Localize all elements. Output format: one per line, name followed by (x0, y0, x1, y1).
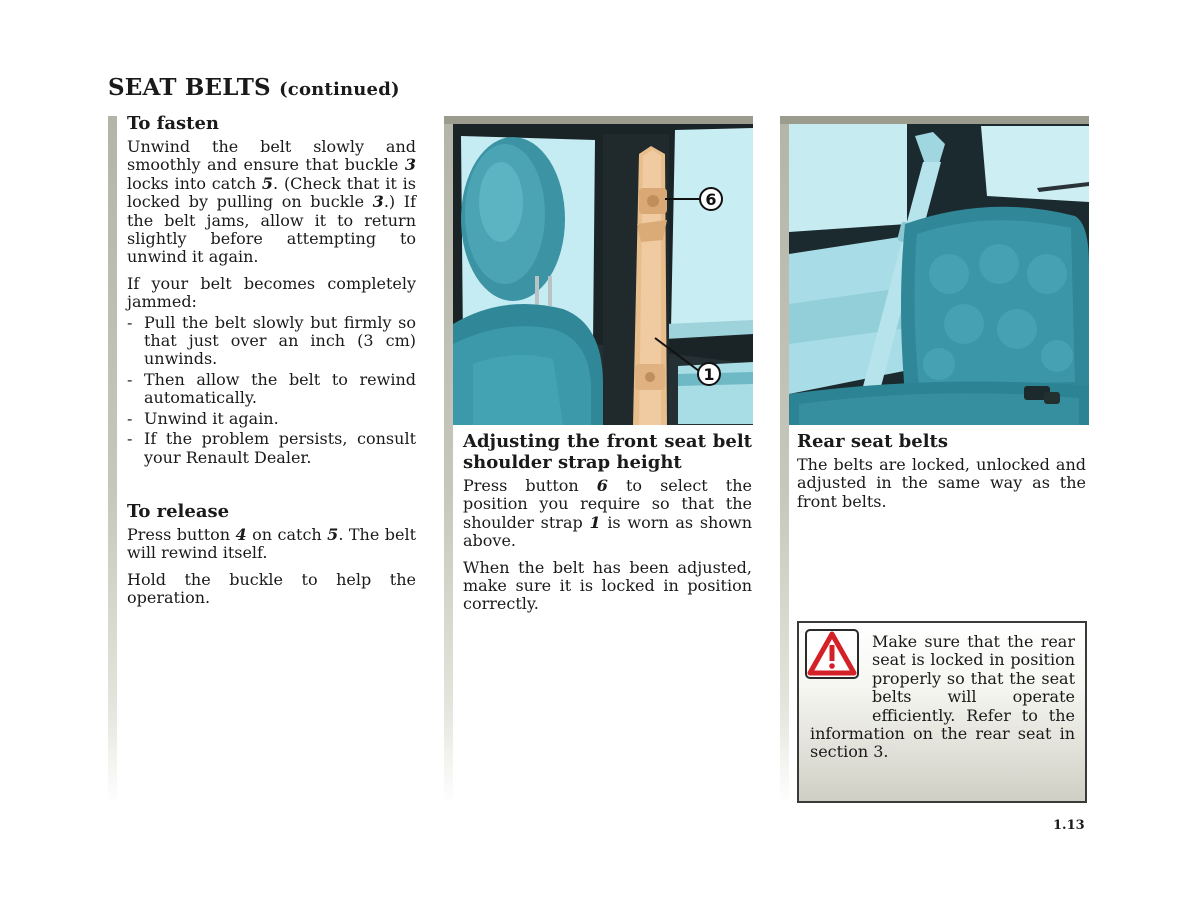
bullet-dash: - (127, 408, 133, 428)
release-text-a: Press button (127, 524, 236, 544)
release-paragraph-1 (127, 526, 416, 563)
button-ref: 4 (235, 524, 247, 544)
list-item-text: If the problem persists, consult your Renault Dealer. (144, 429, 416, 467)
buckle-ref-2: 3 (372, 192, 384, 212)
release-paragraph-2: Hold the buckle to help the operation. (127, 569, 416, 608)
release-heading: To release (127, 500, 230, 522)
rear-seat-photo (789, 124, 1089, 425)
list-item (127, 314, 416, 369)
column-2-top-rule (444, 116, 753, 124)
release-text-e: . The belt will rewind itself. (127, 524, 416, 563)
page-title (108, 74, 400, 101)
fasten-heading: To fasten (127, 113, 219, 134)
buckle-ref: 3 (404, 155, 416, 175)
fasten-text-c: locks into catch (127, 173, 262, 193)
catch-ref-2: 5 (327, 524, 339, 544)
list-item (127, 430, 416, 467)
warning-text-block (810, 633, 1075, 762)
button-6-ref: 6 (596, 476, 608, 495)
front-belt-illustration (453, 124, 753, 425)
column-1-bar (108, 116, 117, 806)
adjust-text-e: is worn as shown above. (463, 512, 752, 551)
adjust-text-c: to select the position you require so that the shoulder strap (463, 476, 752, 532)
callout-1: 1 (703, 365, 715, 384)
column-1-text (127, 113, 416, 616)
fasten-paragraph-1 (127, 138, 416, 267)
column-2-bar (444, 116, 453, 806)
page-title-sub: (continued) (279, 79, 400, 100)
list-item (127, 410, 416, 428)
column-3-bar (780, 116, 789, 806)
rear-seat-illustration (789, 124, 1089, 425)
list-item-text: Unwind it again. (144, 408, 279, 428)
column-3-text (797, 431, 1086, 519)
list-item-text: Then allow the belt to rewind automatically. (144, 369, 416, 408)
bullet-dash: - (127, 312, 133, 332)
adjust-text-a: Press button (463, 476, 597, 495)
warning-icon-spacer (810, 633, 872, 707)
jammed-steps-list (127, 314, 416, 467)
fasten-text-e: . (Check that it is locked by pulling on buckle (127, 173, 416, 212)
strap-1-ref: 1 (589, 512, 601, 532)
column-2-text (463, 431, 752, 622)
page-title-main: SEAT BELTS (108, 74, 271, 101)
warning-text: Make sure that the rear seat is locked in position properly so that the seat belts will operate efficiently. Refer to the information on the rear seat in section 3. (810, 632, 1075, 762)
fasten-text-g: .) If the belt jams, allow it to return slightly before attempting to unwind it again. (127, 192, 417, 267)
rear-belts-heading: Rear seat belts (797, 431, 948, 452)
column-3-top-rule (780, 116, 1089, 124)
adjust-heading: Adjusting the front seat belt shoulder strap height (463, 431, 752, 473)
rear-belts-paragraph: The belts are locked, unlocked and adjusted in the same way as the front belts. (797, 455, 1086, 511)
list-item-text: Pull the belt slowly but firmly so that just over an inch (3 cm) unwinds. (144, 312, 416, 369)
list-item (127, 371, 416, 408)
fasten-paragraph-2: If your belt becomes completely jammed: (127, 273, 416, 312)
bullet-dash: - (127, 429, 133, 449)
bullet-dash: - (127, 369, 133, 389)
adjust-paragraph-1 (463, 477, 752, 551)
warning-box (797, 621, 1087, 803)
fasten-text-a: Unwind the belt slowly and smoothly and ensure that buckle (127, 137, 416, 175)
callout-6: 6 (705, 190, 717, 209)
adjust-paragraph-2: When the belt has been adjusted, make sure it is locked in position correctly. (463, 557, 752, 614)
front-belt-photo (453, 124, 753, 425)
page-number: 1.13 (1053, 818, 1085, 833)
release-text-c: on catch (246, 524, 328, 544)
catch-ref: 5 (261, 173, 273, 193)
